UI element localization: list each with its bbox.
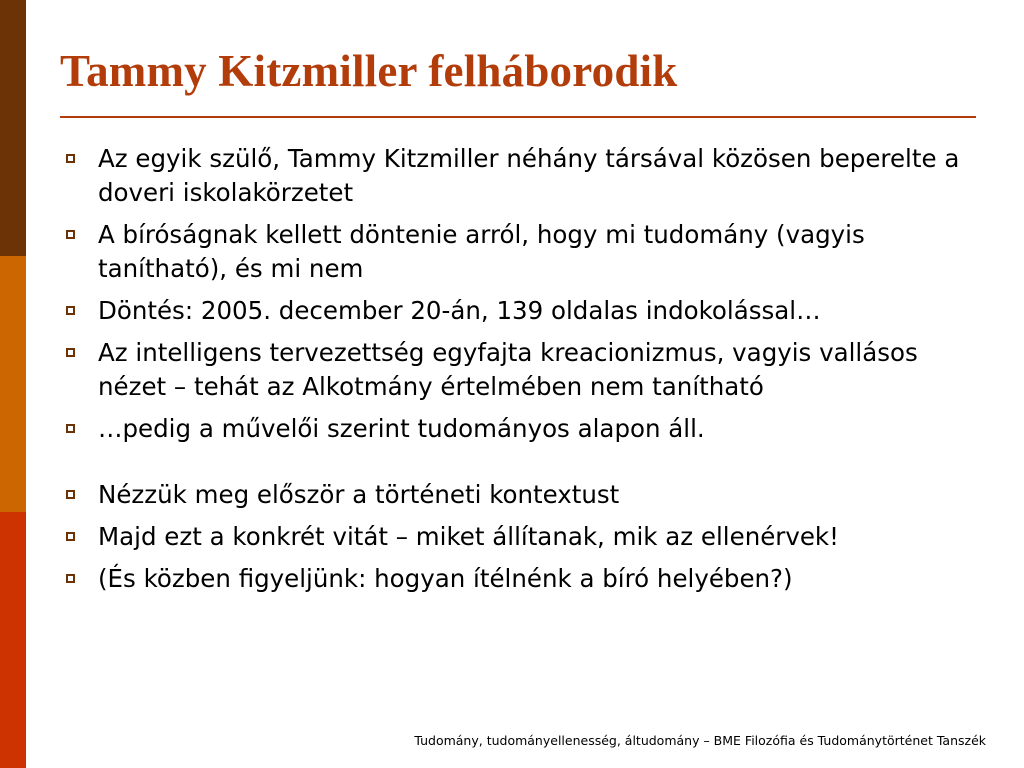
square-bullet-icon [66, 154, 75, 163]
title-underline [60, 116, 976, 118]
bullet-item [60, 478, 980, 512]
slide-footer: Tudomány, tudományellenesség, áltudomány – BME Filozófia és Tudománytörténet Tanszék [414, 733, 986, 748]
bullet-text: Az egyik szülő, Tammy Kitzmiller néhány társával közösen beperelte a doveri iskolakörzetet [98, 144, 960, 207]
bullet-item [60, 336, 980, 404]
bullet-text: Nézzük meg először a történeti kontextust [98, 480, 620, 509]
square-bullet-icon [66, 230, 75, 239]
square-bullet-icon [66, 574, 75, 583]
bullet-item [60, 294, 980, 328]
square-bullet-icon [66, 306, 75, 315]
bullet-item [60, 142, 980, 210]
bullet-text: …pedig a művelői szerint tudományos alapon áll. [98, 414, 705, 443]
side-bar-bottom [0, 512, 26, 768]
square-bullet-icon [66, 532, 75, 541]
bullet-item [60, 218, 980, 286]
bullet-item [60, 412, 980, 446]
bullet-text: Az intelligens tervezettség egyfajta kreacionizmus, vagyis vallásos nézet – tehát az Alkotmány értelmében nem tanítható [98, 338, 918, 401]
bullet-text: A bíróságnak kellett döntenie arról, hogy mi tudomány (vagyis tanítható), és mi nem [98, 220, 865, 283]
bullet-item [60, 520, 980, 554]
bullet-text: (És közben figyeljünk: hogyan ítélnénk a bíró helyében?) [98, 564, 793, 593]
slide-title: Tammy Kitzmiller felháborodik [60, 46, 678, 96]
bullet-list [60, 142, 980, 604]
square-bullet-icon [66, 490, 75, 499]
side-bar-middle [0, 256, 26, 512]
square-bullet-icon [66, 348, 75, 357]
bullet-text: Majd ezt a konkrét vitát – miket állítanak, mik az ellenérvek! [98, 522, 839, 551]
bullet-item [60, 562, 980, 596]
side-bar-top [0, 0, 26, 256]
square-bullet-icon [66, 424, 75, 433]
bullet-text: Döntés: 2005. december 20-án, 139 oldalas indokolással… [98, 296, 821, 325]
